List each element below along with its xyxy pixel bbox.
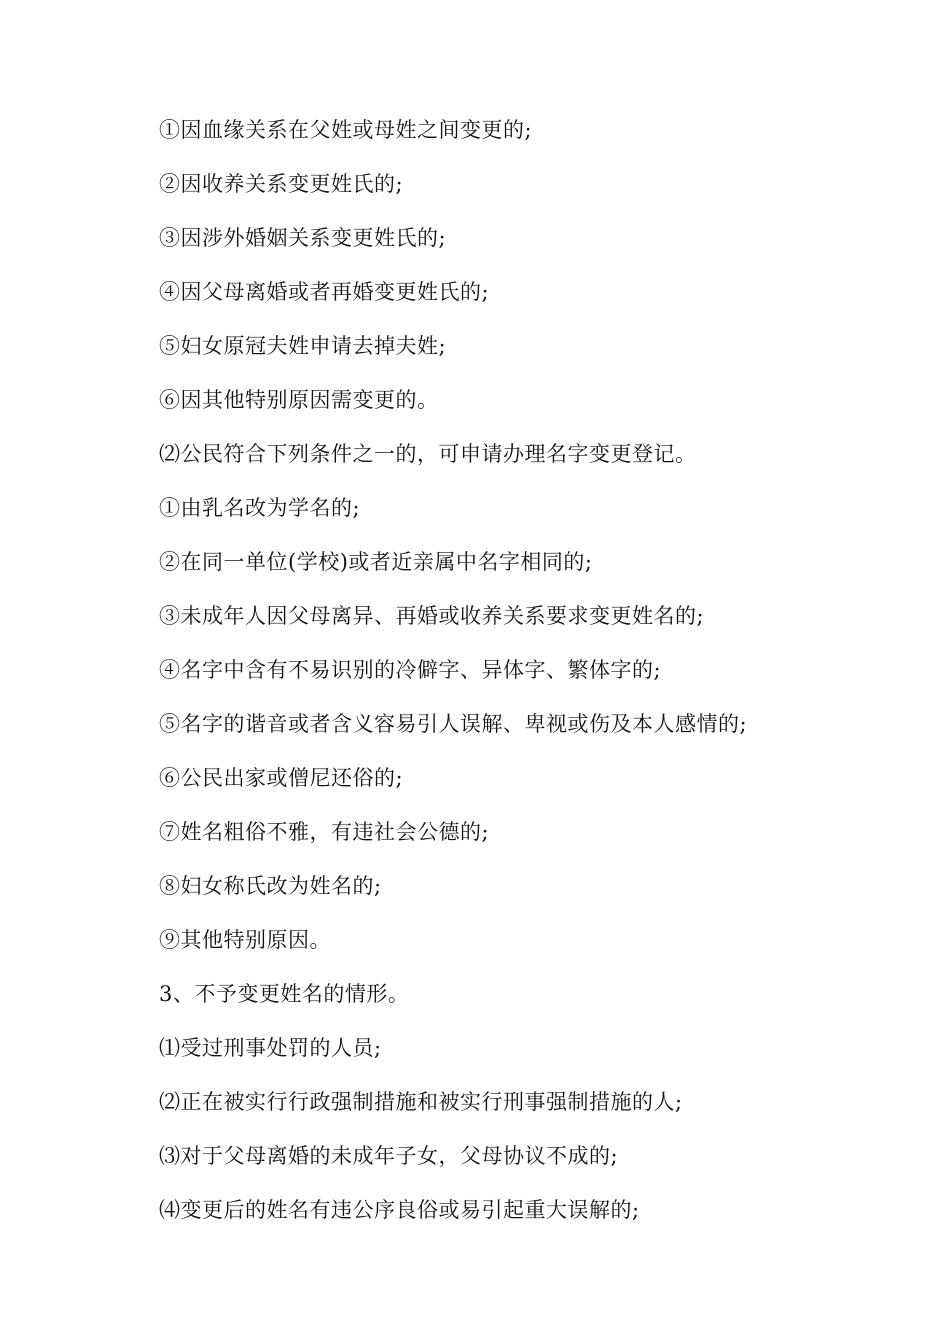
text-line: ③未成年人因父母离异、再婚或收养关系要求变更姓名的; <box>159 604 705 628</box>
text-line: ⑧妇女称氏改为姓名的; <box>159 874 382 898</box>
text-line: ⑵正在被实行行政强制措施和被实行刑事强制措施的人; <box>159 1090 683 1114</box>
document-body <box>159 112 919 1246</box>
section-heading: 3、不予变更姓名的情形。 <box>159 982 410 1006</box>
text-line: ⑷变更后的姓名有违公序良俗或易引起重大误解的; <box>159 1198 640 1222</box>
text-line: ⑤妇女原冠夫姓申请去掉夫姓; <box>159 334 447 358</box>
text-line: ③因涉外婚姻关系变更姓氏的; <box>159 226 447 250</box>
text-line: ②在同一单位(学校)或者近亲属中名字相同的; <box>159 550 593 574</box>
text-line: ④因父母离婚或者再婚变更姓氏的; <box>159 280 490 304</box>
text-line: ⑦姓名粗俗不雅，有违社会公德的; <box>159 820 490 844</box>
text-line: ⑥公民出家或僧尼还俗的; <box>159 766 404 790</box>
section-heading: ⑵公民符合下列条件之一的，可申请办理名字变更登记。 <box>159 442 697 466</box>
text-line: ⑶对于父母离婚的未成年子女，父母协议不成的; <box>159 1144 619 1168</box>
text-line: ⑥因其他特别原因需变更的。 <box>159 388 439 412</box>
text-line: ⑴受过刑事处罚的人员; <box>159 1036 382 1060</box>
text-line: ①因血缘关系在父姓或母姓之间变更的; <box>159 118 533 142</box>
text-line: ①由乳名改为学名的; <box>159 496 361 520</box>
text-line: ⑨其他特别原因。 <box>159 928 331 952</box>
text-line: ②因收养关系变更姓氏的; <box>159 172 404 196</box>
text-line: ⑤名字的谐音或者含义容易引人误解、卑视或伤及本人感情的; <box>159 712 748 736</box>
text-line: ④名字中含有不易识别的冷僻字、异体字、繁体字的; <box>159 658 662 682</box>
